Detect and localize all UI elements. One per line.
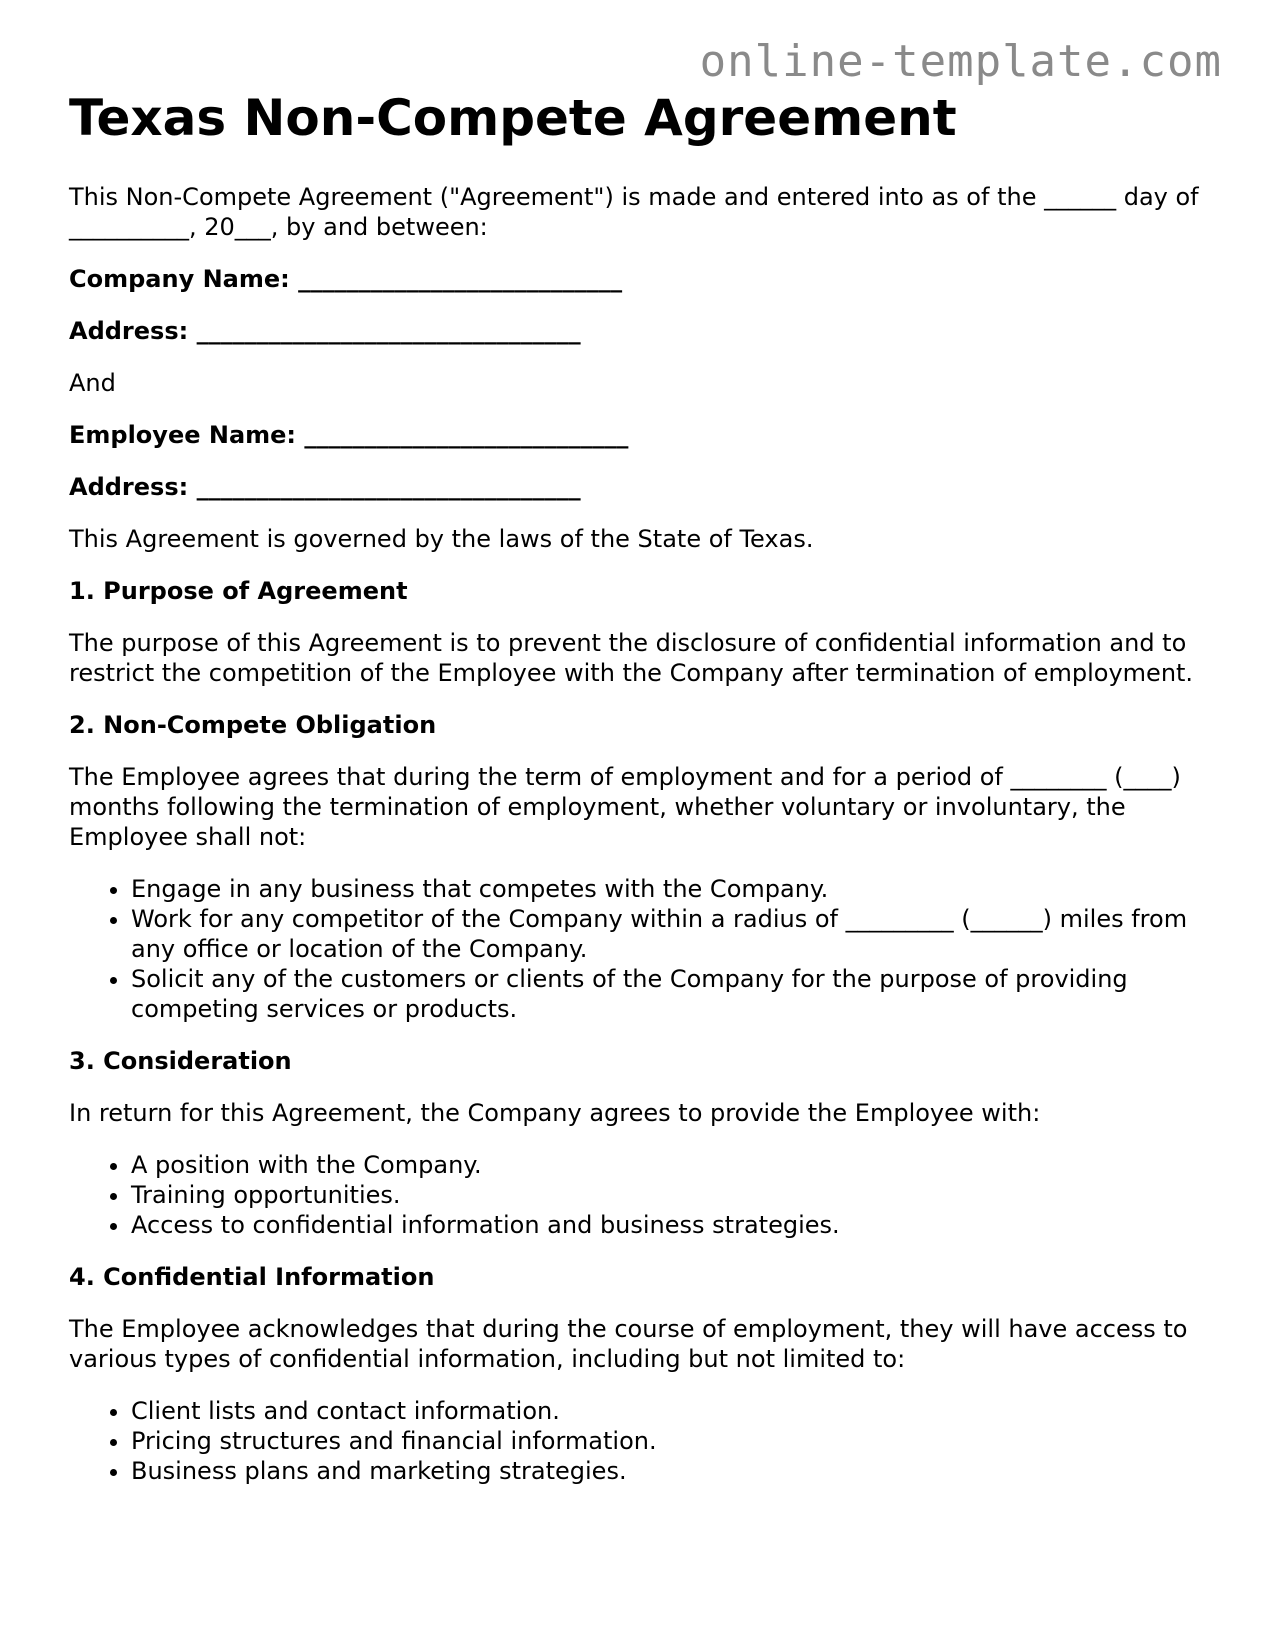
governing-law-paragraph: This Agreement is governed by the laws of the State of Texas. xyxy=(69,525,814,553)
consideration-list xyxy=(69,1150,1209,1240)
list-item: • Engage in any business that competes with the Company. xyxy=(131,874,1209,904)
section-body-purpose: The purpose of this Agreement is to prevent the disclosure of confidential information and to restrict the competition of the Employee with the Company after termination of employment. xyxy=(69,629,1194,687)
employee-name-field: Employee Name: ___________________________ xyxy=(69,421,629,449)
and-text: And xyxy=(69,369,116,397)
list-item: • A position with the Company. xyxy=(131,1150,1209,1180)
employee-address-field: Address: ________________________________ xyxy=(69,473,581,501)
document xyxy=(69,88,1209,1508)
section-body-confidential: The Employee acknowledges that during the course of employment, they will have access to various types of confidential information, including but not limited to: xyxy=(69,1315,1188,1373)
list-item: • Work for any competitor of the Company within a radius of _________ (______) miles from any office or location of the Company. xyxy=(131,904,1209,964)
section-heading-confidential: 4. Confidential Information xyxy=(69,1263,435,1291)
list-item: • Business plans and marketing strategies. xyxy=(131,1456,1209,1486)
section-heading-obligation: 2. Non-Compete Obligation xyxy=(69,711,437,739)
watermark: online-template.com xyxy=(699,36,1222,87)
section-heading-consideration: 3. Consideration xyxy=(69,1047,292,1075)
list-item: • Pricing structures and financial information. xyxy=(131,1426,1209,1456)
section-body-obligation: The Employee agrees that during the term of employment and for a period of ________ (____) months following the termination of employment, whether voluntary or involuntary, the Employee shall not: xyxy=(69,763,1181,851)
company-name-field: Company Name: ___________________________ xyxy=(69,265,623,293)
section-body-consideration: In return for this Agreement, the Company agrees to provide the Employee with: xyxy=(69,1099,1041,1127)
list-item: • Training opportunities. xyxy=(131,1180,1209,1210)
company-address-field: Address: ________________________________ xyxy=(69,317,581,345)
list-item: • Access to confidential information and business strategies. xyxy=(131,1210,1209,1240)
list-item: • Solicit any of the customers or clients of the Company for the purpose of providing competing services or products. xyxy=(131,964,1209,1024)
obligation-list xyxy=(69,874,1209,1024)
intro-paragraph: This Non-Compete Agreement ("Agreement") is made and entered into as of the ______ day of __________, 20___, by and between: xyxy=(69,183,1199,241)
section-heading-purpose: 1. Purpose of Agreement xyxy=(69,577,408,605)
confidential-list xyxy=(69,1396,1209,1486)
document-title: Texas Non-Compete Agreement xyxy=(69,89,957,147)
list-item: • Client lists and contact information. xyxy=(131,1396,1209,1426)
